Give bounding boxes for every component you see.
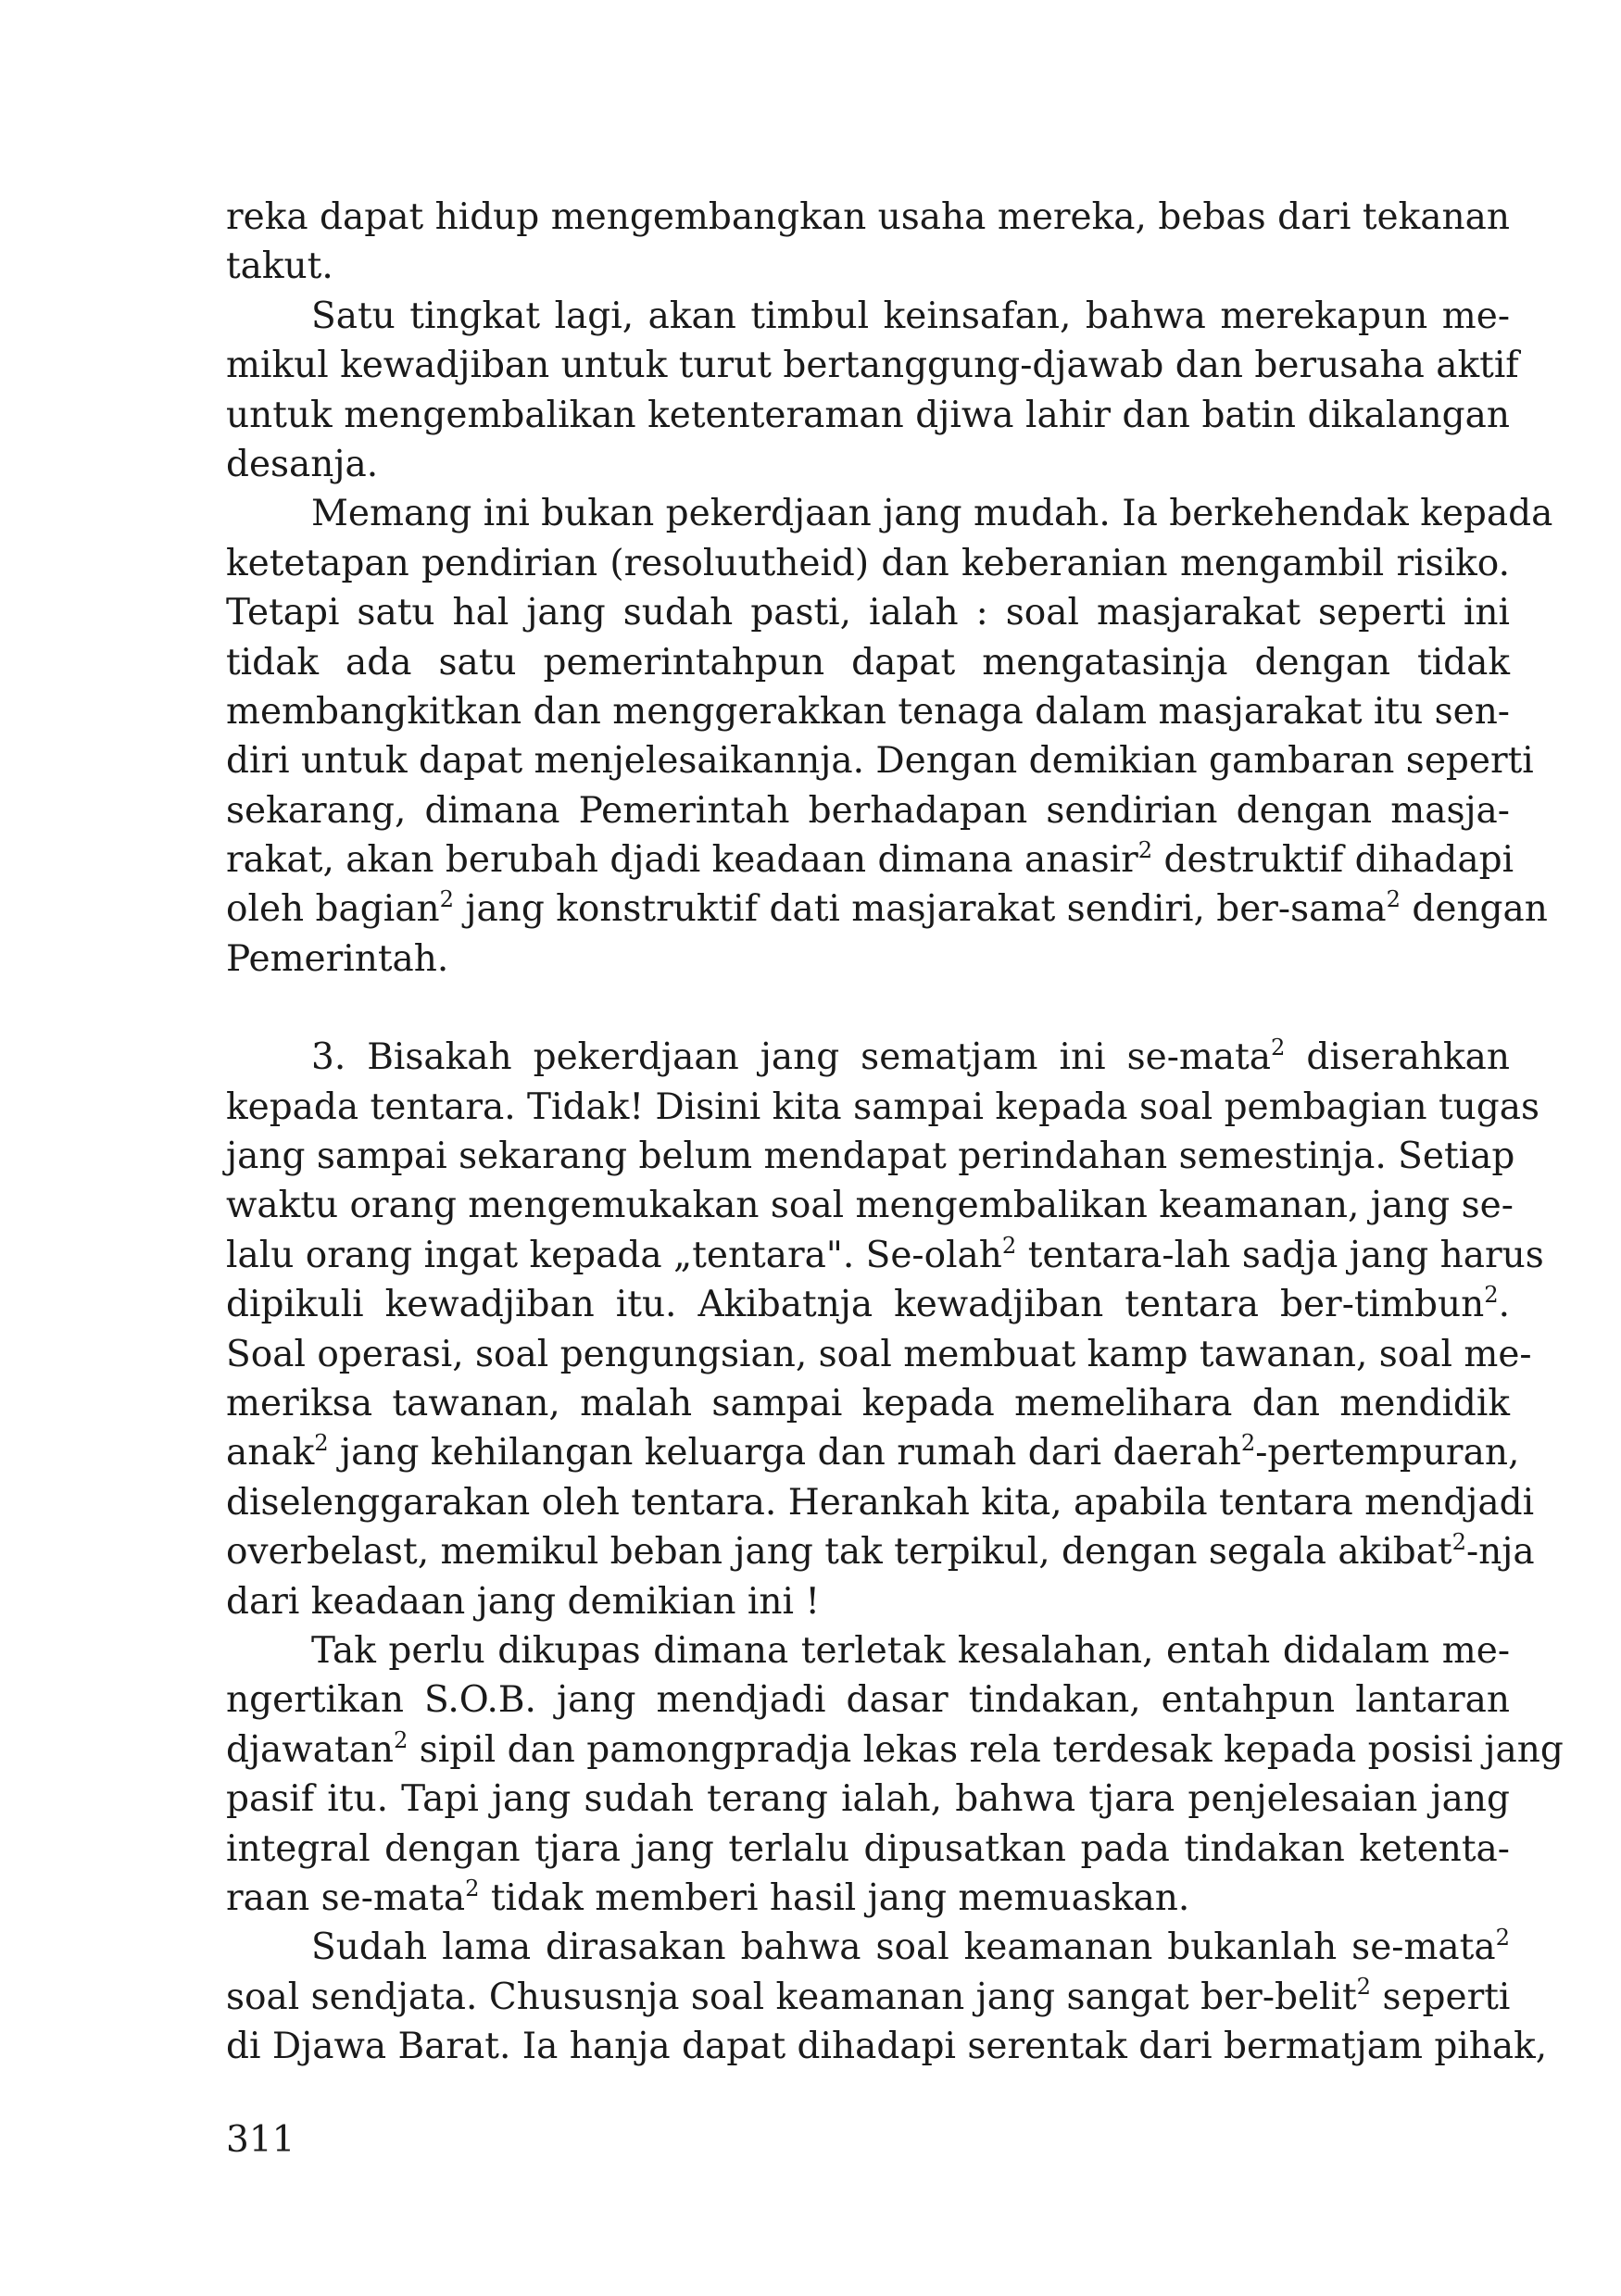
superscript: 2	[1451, 1528, 1466, 1555]
text-run: dengan	[1401, 888, 1548, 931]
text-run: overbelast, memikul beban jang tak terpikul, dengan segala akibat	[226, 1531, 1452, 1574]
text-line: Memang ini bukan pekerdjaan jang mudah. Ia berkehendak kepada	[311, 493, 1553, 535]
page-number: 311	[226, 2119, 295, 2161]
text-line: diselenggarakan oleh tentara. Herankah kita, apabila tentara mendjadi	[226, 1481, 1535, 1524]
text-line: waktu orang mengemukakan soal mengembalikan keamanan, jang se-	[226, 1185, 1514, 1227]
text-run: rakat, akan berubah djadi keadaan dimana anasir	[226, 839, 1138, 882]
text-line	[226, 1725, 1564, 1775]
text-line: ketetapan pendirian (resoluutheid) dan keberanian mengambil risiko.	[226, 542, 1510, 584]
text-line: Soal operasi, soal pengungsian, soal membuat kamp tawanan, soal me-	[226, 1333, 1532, 1375]
text-line	[226, 1973, 1510, 2022]
text-line: sekarang, dimana Pemerintah berhadapan sendirian dengan masja-	[226, 789, 1510, 832]
text-line: Tak perlu dikupas dimana terletak kesalahan, entah didalam me-	[311, 1629, 1510, 1672]
text-run: .	[1498, 1284, 1510, 1326]
paragraph	[226, 1033, 1544, 1626]
text-run: tentara-lah sadja jang harus	[1016, 1234, 1544, 1276]
text-line	[226, 1428, 1520, 1477]
text-run: diserahkan	[1285, 1036, 1510, 1079]
superscript: 2	[1137, 836, 1153, 863]
text-line: kepada tentara. Tidak! Disini kita sampai kepada soal pembagian tugas	[226, 1085, 1540, 1128]
text-run: jang konstruktif dati masjarakat sendiri, ber-sama	[453, 888, 1387, 931]
paragraph-gap	[226, 984, 1510, 1033]
superscript: 2	[1495, 1925, 1510, 1951]
paragraph	[226, 193, 1510, 292]
text-line	[226, 1231, 1544, 1280]
superscript: 2	[465, 1875, 480, 1901]
superscript: 2	[1240, 1430, 1256, 1457]
text-line	[226, 1923, 1510, 1972]
text-run: anak	[226, 1432, 315, 1474]
text-line	[226, 1874, 1510, 1923]
text-line: takut.	[226, 245, 333, 288]
superscript: 2	[439, 886, 454, 913]
text-line: membangkitkan dan menggerakkan tenaga dalam masjarakat itu sen-	[226, 690, 1510, 733]
text-run: djawatan	[226, 1728, 394, 1771]
superscript: 2	[1001, 1232, 1017, 1259]
text-run: destruktif dihadapi	[1152, 839, 1514, 882]
text-line	[226, 1280, 1510, 1329]
paragraph	[226, 292, 1519, 490]
text-run: -pertempuran,	[1255, 1432, 1520, 1474]
text-line: pasif itu. Tapi jang sudah terang ialah, bahwa tjara penjelesaian jang	[226, 1778, 1510, 1821]
superscript: 2	[1356, 1974, 1372, 2001]
text-line	[226, 835, 1514, 885]
text-run: soal sendjata. Chususnja soal keamanan jang sangat ber-belit	[226, 1976, 1357, 2018]
text-line: Tetapi satu hal jang sudah pasti, ialah : soal masjarakat seperti ini	[226, 592, 1510, 634]
superscript: 2	[1271, 1035, 1286, 1061]
text-line: dari keadaan jang demikian ini !	[226, 1580, 821, 1623]
text-run: tidak memberi hasil jang memuaskan.	[479, 1876, 1190, 1919]
text-run: jang kehilangan keluarga dan rumah dari daerah	[328, 1432, 1241, 1474]
text-run: dipikuli kewadjiban itu. Akibatnja kewadjiban tentara ber-timbun	[226, 1284, 1485, 1326]
text-line: diri untuk dapat menjelesaikannja. Dengan demikian gambaran seperti	[226, 740, 1534, 783]
text-line: desanja.	[226, 443, 379, 485]
text-line: di Djawa Barat. Ia hanja dapat dihadapi serentak dari bermatjam pihak,	[226, 2026, 1548, 2068]
superscript: 2	[1386, 886, 1401, 913]
paragraph	[226, 1626, 1564, 1923]
superscript: 2	[314, 1430, 329, 1457]
text-run: -nja	[1466, 1531, 1535, 1574]
text-line: jang sampai sekarang belum mendapat perindahan semestinja. Setiap	[226, 1135, 1515, 1178]
text-run: Sudah lama dirasakan bahwa soal keamanan bukanlah se-mata	[311, 1926, 1496, 1969]
text-line: mikul kewadjiban untuk turut bertanggung-djawab dan berusaha aktif	[226, 345, 1519, 387]
text-run: raan se-mata	[226, 1876, 466, 1919]
text-run: sipil dan pamongpradja lekas rela terdesak kepada posisi jang	[408, 1728, 1564, 1771]
text-line: meriksa tawanan, malah sampai kepada memelihara dan mendidik	[226, 1382, 1510, 1424]
text-line: integral dengan tjara jang terlalu dipusatkan pada tindakan ketenta-	[226, 1827, 1510, 1870]
text-line	[226, 1033, 1510, 1082]
text-line	[226, 885, 1548, 934]
paragraph	[226, 1923, 1548, 2071]
text-line	[226, 1527, 1535, 1576]
text-run: 3. Bisakah pekerdjaan jang sematjam ini se-mata	[311, 1036, 1272, 1079]
text-line: reka dapat hidup mengembangkan usaha mereka, bebas dari tekanan	[226, 196, 1510, 238]
superscript: 2	[1484, 1282, 1499, 1308]
superscript: 2	[393, 1726, 408, 1753]
text-run: lalu orang ingat kepada „tentara". Se-olah	[226, 1234, 1002, 1276]
text-run: oleh bagian	[226, 888, 440, 931]
text-line: tidak ada satu pemerintahpun dapat mengatasinja dengan tidak	[226, 641, 1510, 684]
text-line: Satu tingkat lagi, akan timbul keinsafan, bahwa merekapun me-	[311, 295, 1510, 337]
page-body	[226, 193, 1564, 2071]
paragraph	[226, 489, 1553, 984]
text-run: seperti	[1371, 1976, 1511, 2018]
text-line: ngertikan S.O.B. jang mendjadi dasar tindakan, entahpun lantaran	[226, 1679, 1510, 1722]
text-line: untuk mengembalikan ketenteraman djiwa lahir dan batin dikalangan	[226, 394, 1510, 436]
text-line: Pemerintah.	[226, 937, 449, 980]
